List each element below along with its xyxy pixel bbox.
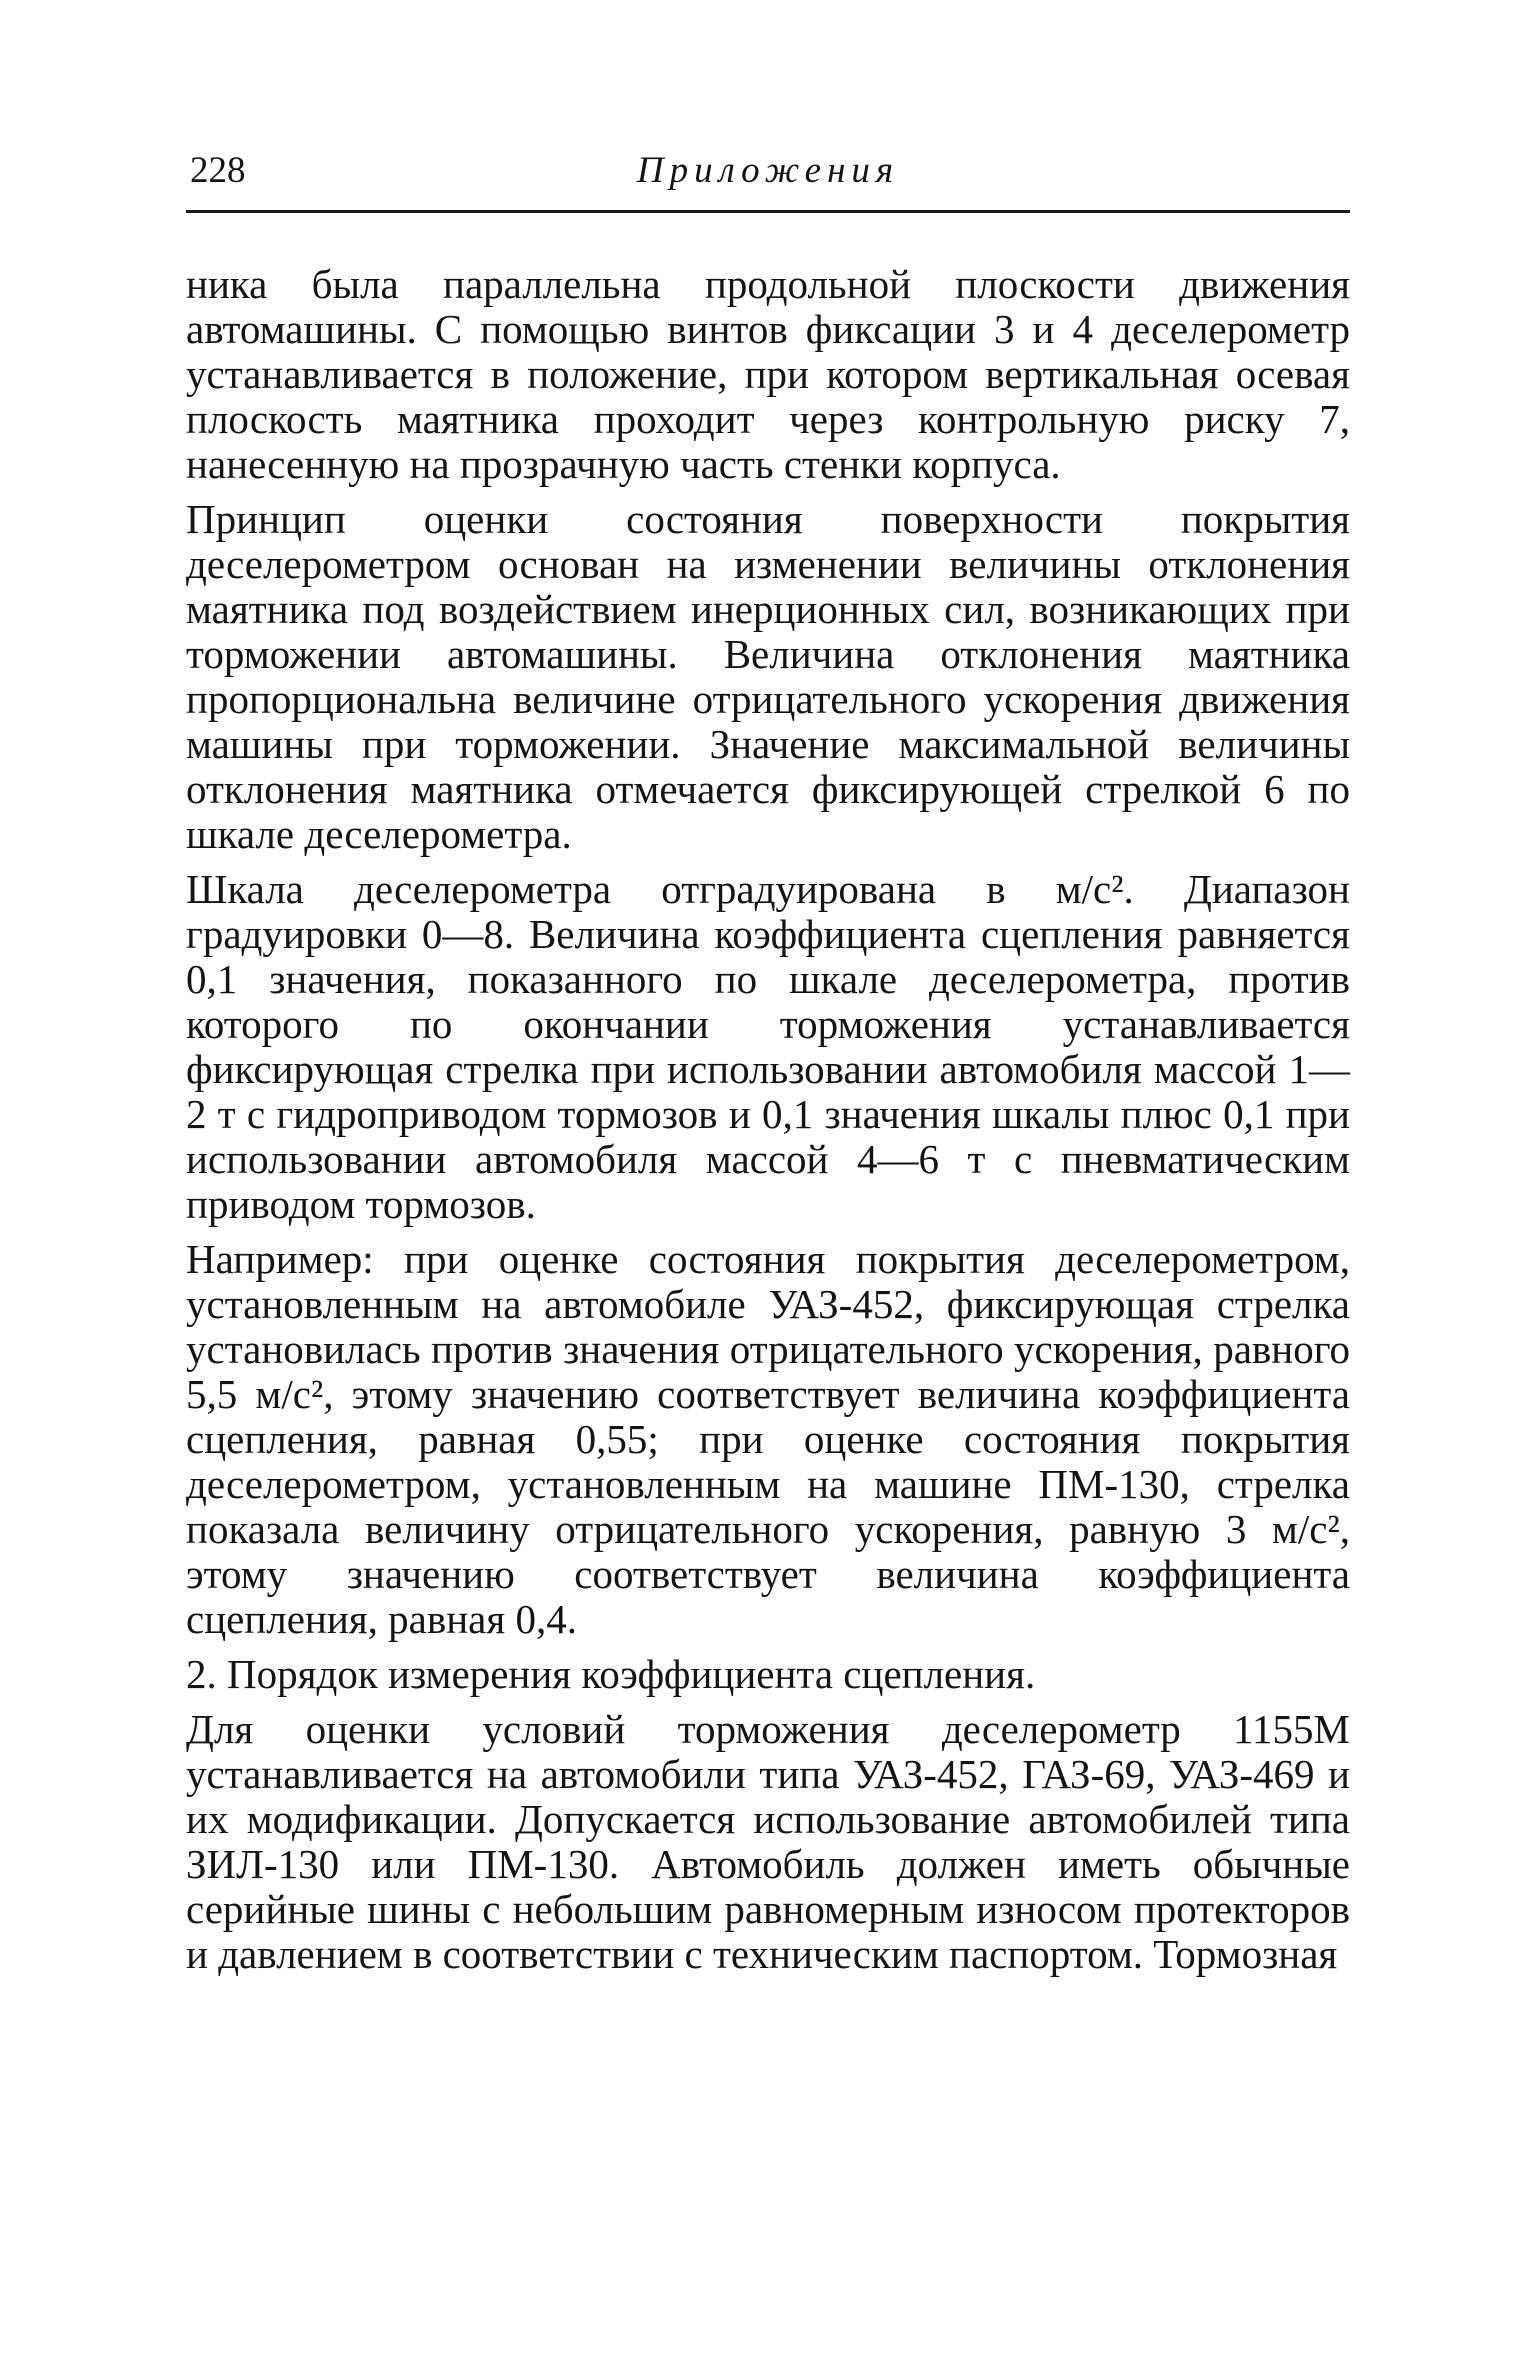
paragraph: Например: при оценке состояния покрытия деселерометром, установленным на автомобиле УАЗ-452, фиксирующая стрелка установилась против значения отрицательного ускорения, равного 5,5 м/с², этому значению соответствует величина коэффициента сцепления, равная 0,55; при оценке состояния покрытия деселерометром, установленным на машине ПМ-130, стрелка показала величину отрицательного ускорения, равную 3 м/с², этому значению соответствует величина коэффициента сцепления, равная 0,4. [186,1236,1350,1642]
running-head [186,146,1350,196]
body-text [186,262,1350,1977]
header-rule [186,210,1350,213]
paragraph: ника была параллельна продольной плоскости движения автомашины. С помощью винтов фиксации 3 и 4 деселерометр устанавливается в положение, при котором вертикальная осевая плоскость маятника проходит через контрольную риску 7, нанесенную на прозрачную часть стенки корпуса. [186,261,1350,487]
book-page [186,0,1350,2363]
paragraph: Для оценки условий торможения деселерометр 1155М устанавливается на автомобили типа УАЗ-452, ГАЗ-69, УАЗ-469 и их модификации. Допускается использование автомобилей типа ЗИЛ-130 или ПМ-130. Автомобиль должен иметь обычные серийные шины с небольшим равномерным износом протекторов и давлением в соответствии с техническим паспортом. Тормозная [186,1706,1350,1977]
paragraph: Принцип оценки состояния поверхности покрытия деселерометром основан на изменении величины отклонения маятника под воздействием инерционных сил, возникающих при торможении автомашины. Величина отклонения маятника пропорциональна величине отрицательного ускорения движения машины при торможении. Значение максимальной величины отклонения маятника отмечается фиксирующей стрелкой 6 по шкале деселерометра. [186,496,1350,857]
page-number: 228 [190,150,246,191]
paragraph: Шкала деселерометра отградуирована в м/с². Диапазон градуировки 0—8. Величина коэффициента сцепления равняется 0,1 значения, показанного по шкале деселерометра, против которого по окончании торможения устанавливается фиксирующая стрелка при использовании автомобиля массой 1—2 т с гидроприводом тормозов и 0,1 значения шкалы плюс 0,1 при использовании автомобиля массой 4—6 т с пневматическим приводом тормозов. [186,866,1350,1227]
numbered-heading: 2. Порядок измерения коэффициента сцепления. [186,1651,1036,1697]
section-title: Приложения [636,150,900,191]
